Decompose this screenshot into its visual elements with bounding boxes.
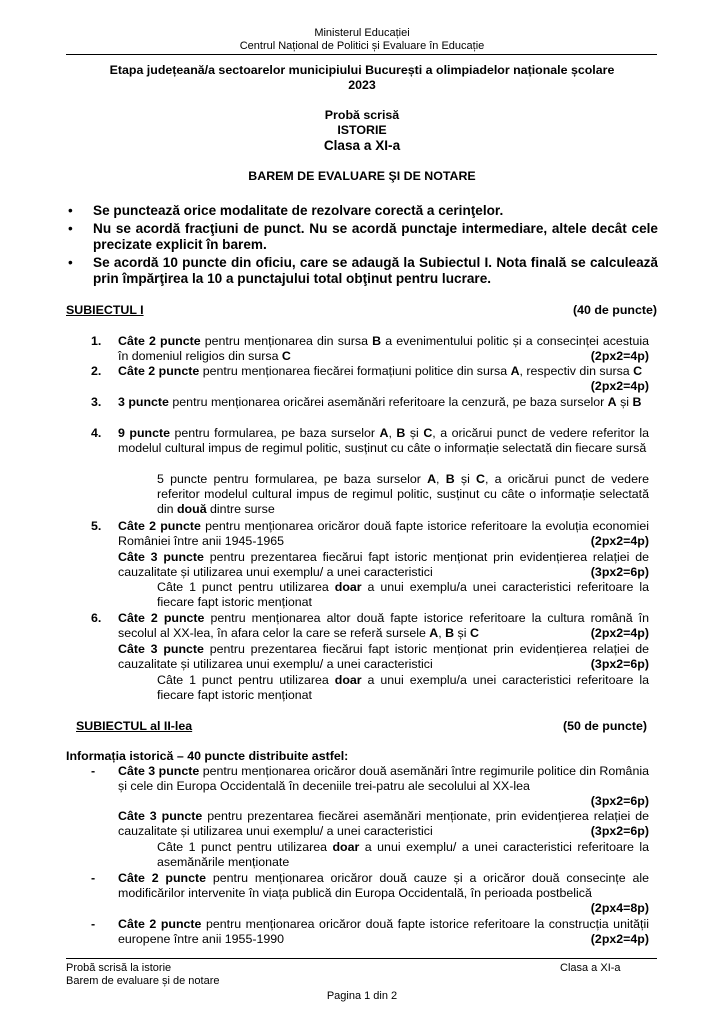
subiect2-item-1: Câte 3 puncte pentru menționarea oricăror două asemănări între regimurile politice din România și cele din Europa Occidentală în deceniile trei-patru ale secolului al XX-lea (3px2=6p) Câte 3 puncte pentru prezentarea fiecărei asemănări menționate, prin evidențierea relației de cauzalitate și utilizarea unui exemplu/ a unei caracteristici (3px2=6p) — [118, 764, 649, 838]
subiect2-item-1-partial: Câte 1 punct pentru utilizarea doar a unui exemplu/ a unei caracteristici referitoare la asemănările menționate — [157, 840, 649, 869]
subiect1-item-6: 6. Câte 2 puncte pentru menționarea altor două fapte istorice referitoare la cultura română în secolul al XX-lea, în afara celor la care se referă sursele A, B și C (2px2=4p) Câte 3 puncte pentru prezentarea fiecărui fapt istoric menționat prin evidențierea relației de cauzalitate și utilizarea unui exemplu/ a unei caracteristici (3px2=6p) — [91, 611, 649, 671]
subiect2-item-2: Câte 2 puncte pentru menționarea oricăror două cauze și a oricăror două consecințe ale modificărilor intervenite în viața publică din Europa Occidentală, în perioada postbelică (2px4=8p) — [118, 871, 649, 915]
barem-title: BAREM DE EVALUARE ŞI DE NOTARE — [248, 169, 476, 183]
footer-rule — [66, 958, 657, 959]
center-header: Centrul Național de Politici și Evaluare în Educație — [239, 40, 485, 52]
subiect1-item-6-partial: Câte 1 punct pentru utilizarea doar a unui exemplu/a unei caracteristici referitoare la fiecare fapt istoric menționat — [157, 673, 649, 702]
dash-marker: - — [91, 764, 96, 778]
subiect1-item-5-partial: Câte 1 punct pentru utilizarea doar a unui exemplu/a unei caracteristici referitoare la fiecare fapt istoric menționat — [157, 580, 649, 609]
subiect1-item-2: 2. Câte 2 puncte pentru menționarea fiecărei formațiuni politice din sursa A, respectiv din sursa C (2px2=4p) — [91, 364, 649, 393]
exam-type: Probă scrisă — [324, 108, 400, 122]
footer-barem: Barem de evaluare și de notare — [66, 975, 220, 987]
general-rules — [66, 203, 658, 289]
item-points: (2px4=8p) — [590, 901, 649, 915]
subiect2-heading: SUBIECTUL al II-lea (50 de puncte) — [76, 719, 647, 733]
info-title: Informația istorică – 40 puncte distribuite astfel: — [66, 749, 349, 763]
bullet-icon: • — [68, 220, 73, 236]
ministry-header: Ministerul Educației — [314, 27, 410, 39]
contest-title: Etapa județeană/a sectoarelor municipiului București a olimpiadelor naționale școlare — [109, 63, 615, 77]
rule-item: • Se punctează orice modalitate de rezolvare corectă a cerinţelor. — [68, 203, 504, 218]
contest-year: 2023 — [348, 78, 376, 92]
bullet-icon: • — [68, 254, 73, 270]
item-points: (2px2=4p) — [590, 932, 649, 946]
subiect1-heading: SUBIECTUL I (40 de puncte) — [66, 303, 657, 317]
item-points: (2px2=4p) — [590, 626, 649, 640]
footer-exam: Probă scrisă la istorie — [66, 962, 172, 974]
rule-item: • Se acordă 10 puncte din oficiu, care se adaugă la Subiectul I. Nota finală se calculează prin împărţirea la 10 a punctajului total obţinut pentru lucrare. — [68, 254, 658, 286]
item-points: (2px2=4p) — [590, 379, 649, 393]
bullet-icon: • — [68, 203, 73, 218]
subiect1-item-4-partial: 5 puncte pentru formularea, pe baza surselor A, B și C, a oricărui punct de vedere referitor modelul cultural impus de regimul politic, susținut cu câte o informație selectată din două dintre surse — [157, 472, 649, 516]
subiect1-item-1: 1. Câte 2 puncte pentru menționarea din sursa B a evenimentului politic și a consecinței acestuia în domeniul religios din sursa C (2px2=4p) — [91, 334, 649, 363]
header-rule — [66, 54, 657, 55]
item-points: (2px2=4p) — [590, 349, 649, 363]
rule-item: • Nu se acordă fracţiuni de punct. Nu se acordă punctaje intermediare, altele decât cele precizate explicit în barem. — [68, 220, 658, 252]
dash-marker: - — [91, 917, 96, 931]
subiect2-item-3: Câte 2 puncte pentru menționarea oricăror două fapte istorice referitoare la construcția unității europene între anii 1955-1990 (2px2=4p) — [118, 917, 650, 946]
item-points: (3px2=6p) — [590, 824, 649, 838]
item-points: (3px2=6p) — [590, 565, 649, 579]
item-points: (3px2=6p) — [590, 657, 649, 671]
exam-class: Clasa a XI-a — [323, 138, 401, 153]
page-number: Pagina 1 din 2 — [326, 990, 398, 1002]
subiect2-points: (50 de puncte) — [563, 719, 647, 733]
exam-subject: ISTORIE — [337, 123, 387, 137]
item-points: (2px2=4p) — [590, 534, 649, 548]
subiect1-item-3: 3. 3 puncte pentru menționarea oricărei asemănări referitoare la cenzură, pe baza surselor A și B — [91, 395, 642, 409]
subiect1-item-4: 4. 9 puncte pentru formularea, pe baza surselor A, B și C, a oricărui punct de vedere referitor la modelul cultural impus de regimul politic, susținut cu câte o informație selectată din fiecare sursă — [91, 426, 650, 455]
subiect1-points: (40 de puncte) — [573, 303, 657, 317]
footer-class: Clasa a XI-a — [560, 962, 621, 974]
dash-marker: - — [91, 871, 96, 885]
item-points: (3px2=6p) — [590, 794, 649, 808]
subiect1-item-5: 5. Câte 2 puncte pentru menționarea oricăror două fapte istorice referitoare la evoluția economiei României între anii 1945-1965 (2px2=4p) Câte 3 puncte pentru prezentarea fiecărui fapt istoric menționat prin evidențierea relației de cauzalitate și utilizarea unui exemplu/ a unei caracteristici (3px2=6p) — [91, 519, 649, 579]
